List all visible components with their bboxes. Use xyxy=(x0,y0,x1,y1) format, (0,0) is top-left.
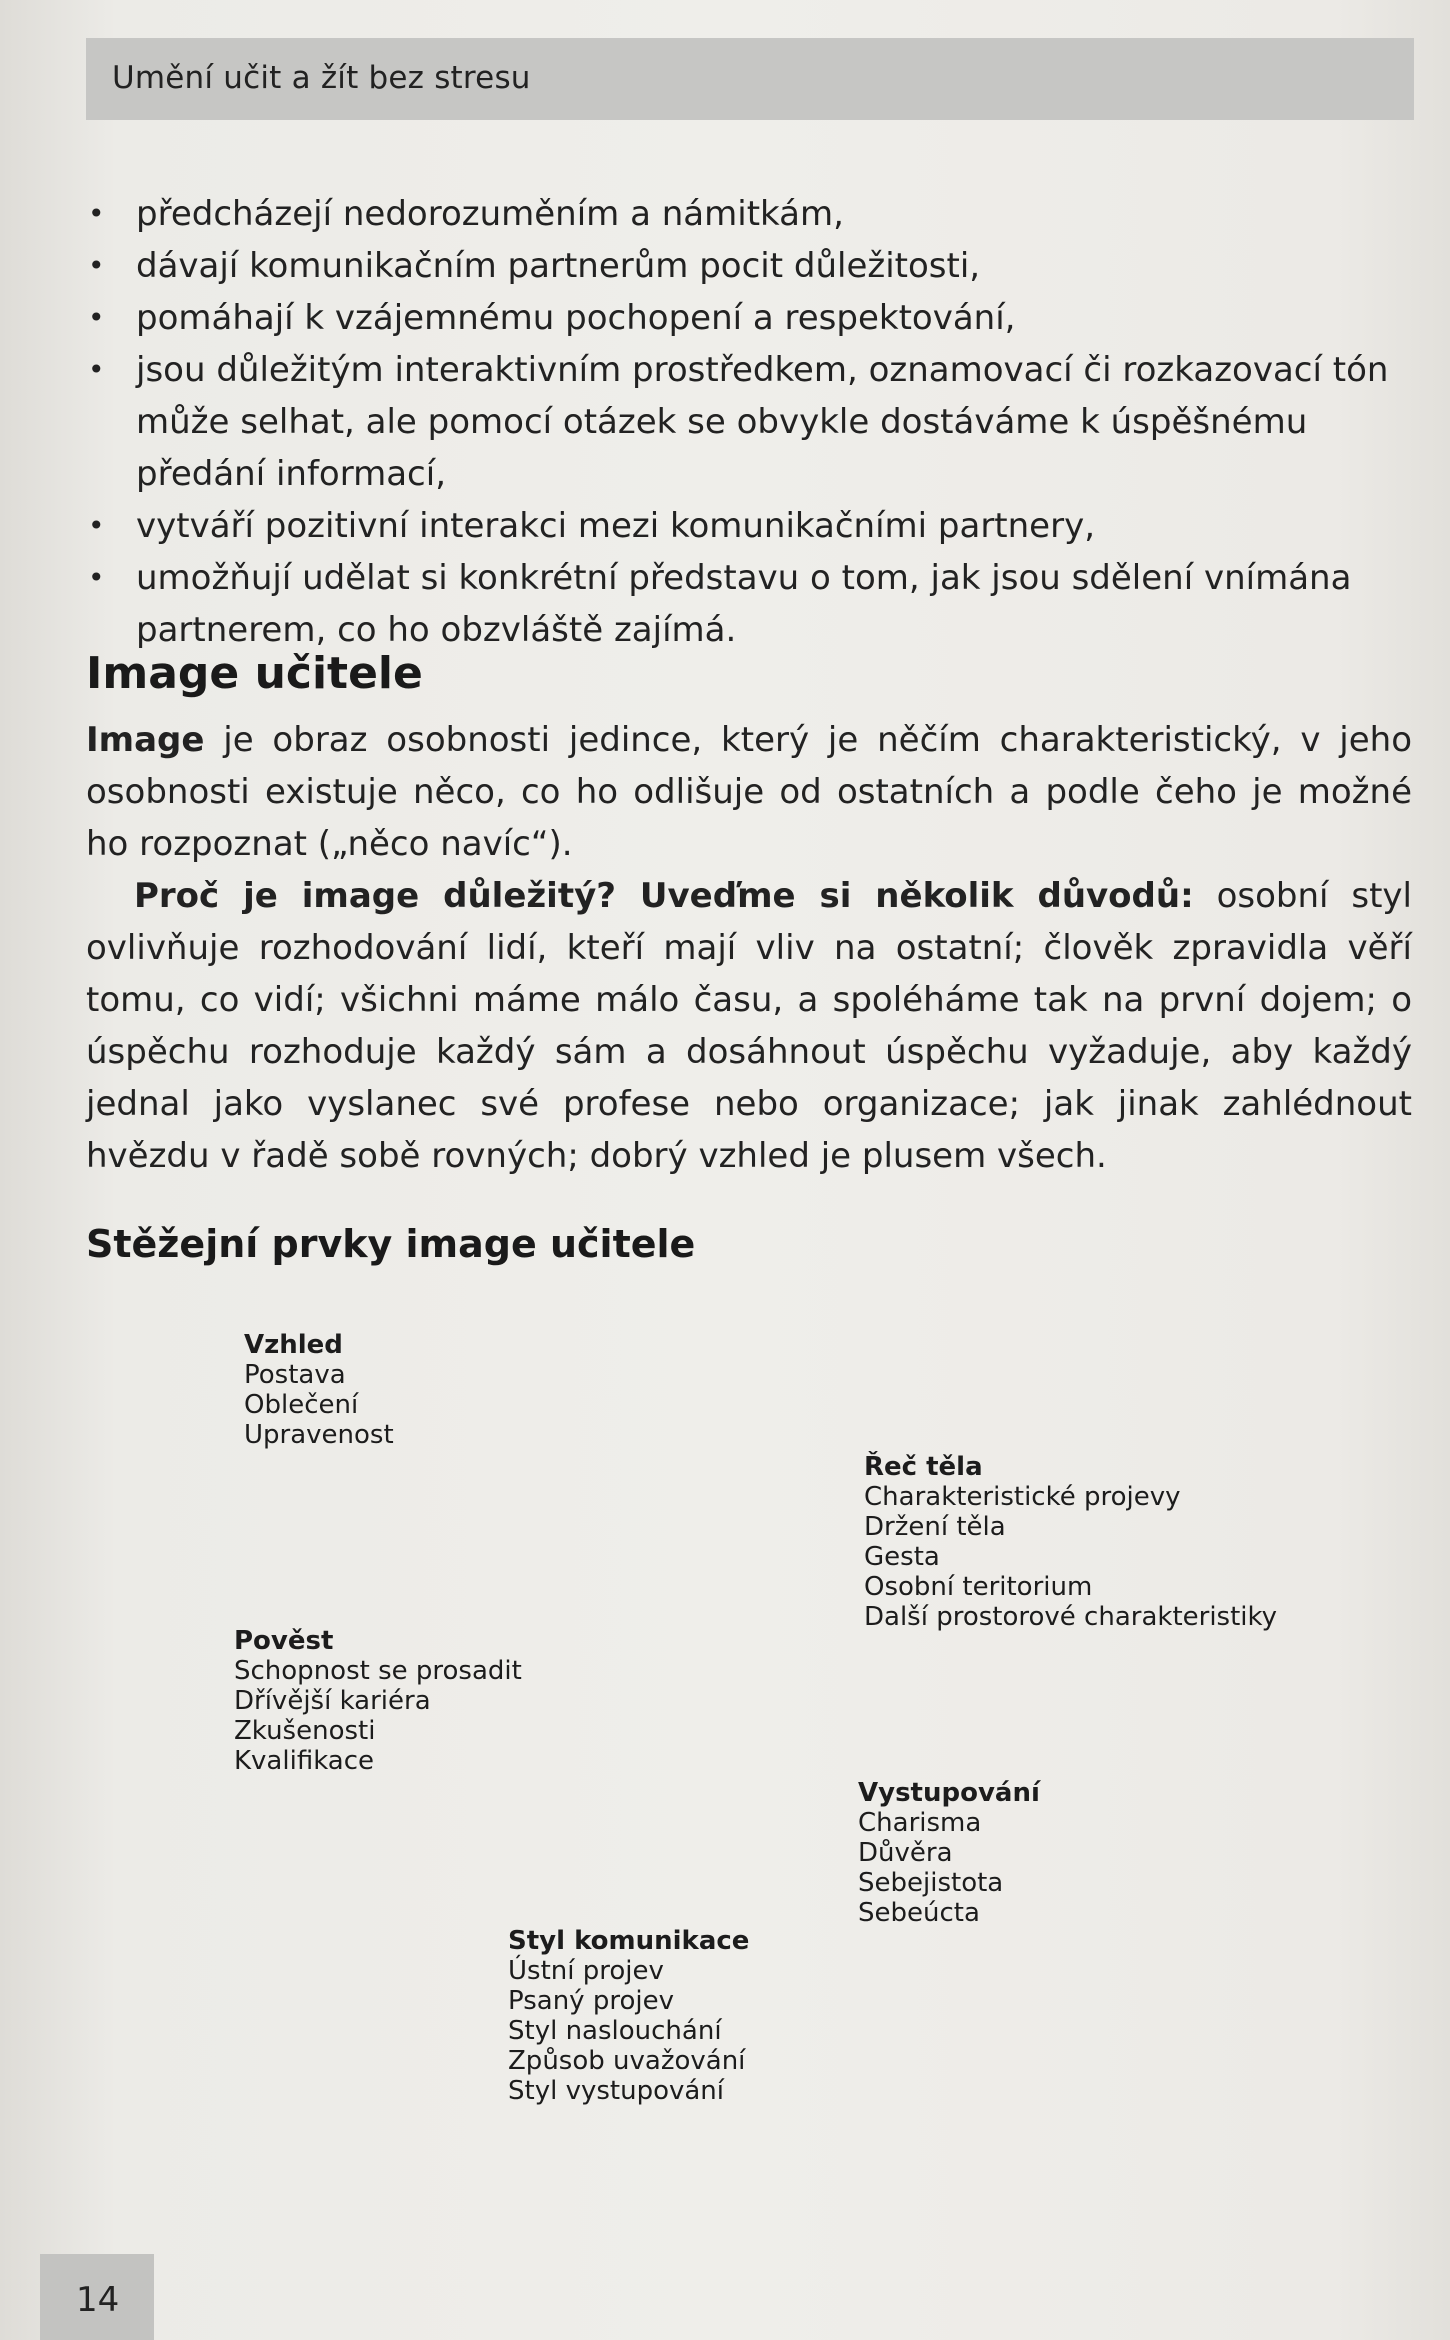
reasons-text: osobní styl ovlivňuje rozhodování lidí, kteří mají vliv na ostatní; člověk zpravidla věří tomu, co vidí; všichni máme málo času, a spoléháme tak na první dojem; o úspěchu rozhoduje každý sám a dosáhnout úspěchu vyžaduje, aby každý jednal jako vyslanec své profese nebo organizace; jak jinak zahlédnout hvězdu v řadě sobě rovných; dobrý vzhled je plusem všech. xyxy=(86,876,1412,1176)
group-item: Zkušenosti xyxy=(234,1716,376,1746)
group-vzhled xyxy=(244,1330,394,1450)
group-povest xyxy=(234,1626,522,1776)
running-header xyxy=(86,38,1414,120)
group-item: Držení těla xyxy=(864,1512,1006,1542)
group-heading: Styl komunikace xyxy=(508,1926,750,1956)
list-item: • umožňují udělat si konkrétní představu o tom, jak jsou sdělení vnímána partnerem, co ho obzvláště zajímá. xyxy=(86,552,1416,656)
group-item: Styl vystupování xyxy=(508,2076,724,2106)
group-heading: Řeč těla xyxy=(864,1452,983,1482)
group-item: Sebejistota xyxy=(858,1868,1004,1898)
bullet-list xyxy=(86,188,1416,656)
group-item: Schopnost se prosadit xyxy=(234,1656,522,1686)
group-heading: Vystupování xyxy=(858,1778,1040,1808)
definition-text: je obraz osobnosti jedince, který je něčím charakteristický, v jeho osobnosti existuje něco, co ho odlišuje od ostatních a podle čeho je možné ho rozpoznat („něco navíc“). xyxy=(86,720,1412,864)
group-item: Styl naslouchání xyxy=(508,2016,722,2046)
reasons-paragraph xyxy=(86,870,1412,1182)
group-item: Charisma xyxy=(858,1808,982,1838)
definition-paragraph xyxy=(86,714,1412,870)
group-item: Psaný projev xyxy=(508,1986,674,2016)
reasons-lead: Proč je image důležitý? Uveďme si několik důvodů: xyxy=(134,876,1194,916)
group-styl-komunikace xyxy=(508,1926,749,2106)
group-item: Gesta xyxy=(864,1542,940,1572)
group-item: Postava xyxy=(244,1360,346,1390)
diagram-title: Stěžejní prvky image učitele xyxy=(86,1222,696,1266)
group-item: Důvěra xyxy=(858,1838,953,1868)
group-vystupovani xyxy=(858,1778,1040,1928)
group-item: Charakteristické projevy xyxy=(864,1482,1181,1512)
page-number-box xyxy=(40,2254,154,2340)
list-item: • pomáhají k vzájemnému pochopení a respektování, xyxy=(86,292,1416,344)
list-item: • vytváří pozitivní interakci mezi komunikačními partnery, xyxy=(86,500,1416,552)
section-title: Image učitele xyxy=(86,648,423,699)
group-rec-tela xyxy=(864,1452,1277,1632)
group-item: Způsob uvažování xyxy=(508,2046,746,2076)
list-item: • dávají komunikačním partnerům pocit důležitosti, xyxy=(86,240,1416,292)
group-item: Kvalifikace xyxy=(234,1746,375,1776)
term-image: Image xyxy=(86,720,205,760)
group-item: Osobní teritorium xyxy=(864,1572,1093,1602)
group-item: Další prostorové charakteristiky xyxy=(864,1602,1278,1632)
group-item: Dřívější kariéra xyxy=(234,1686,431,1716)
group-item: Upravenost xyxy=(244,1420,394,1450)
list-item: • jsou důležitým interaktivním prostředkem, oznamovací či rozkazovací tón může selhat, ale pomocí otázek se obvykle dostáváme k úspěšnému předání informací, xyxy=(86,344,1416,500)
list-item: • předcházejí nedorozuměním a námitkám, xyxy=(86,188,1416,240)
page-number: 14 xyxy=(76,2280,120,2320)
group-item: Sebeúcta xyxy=(858,1898,980,1928)
header-title: Umění učit a žít bez stresu xyxy=(112,60,531,96)
group-item: Oblečení xyxy=(244,1390,359,1420)
group-heading: Pověst xyxy=(234,1626,334,1656)
group-item: Ústní projev xyxy=(508,1956,664,1986)
group-heading: Vzhled xyxy=(244,1330,343,1360)
